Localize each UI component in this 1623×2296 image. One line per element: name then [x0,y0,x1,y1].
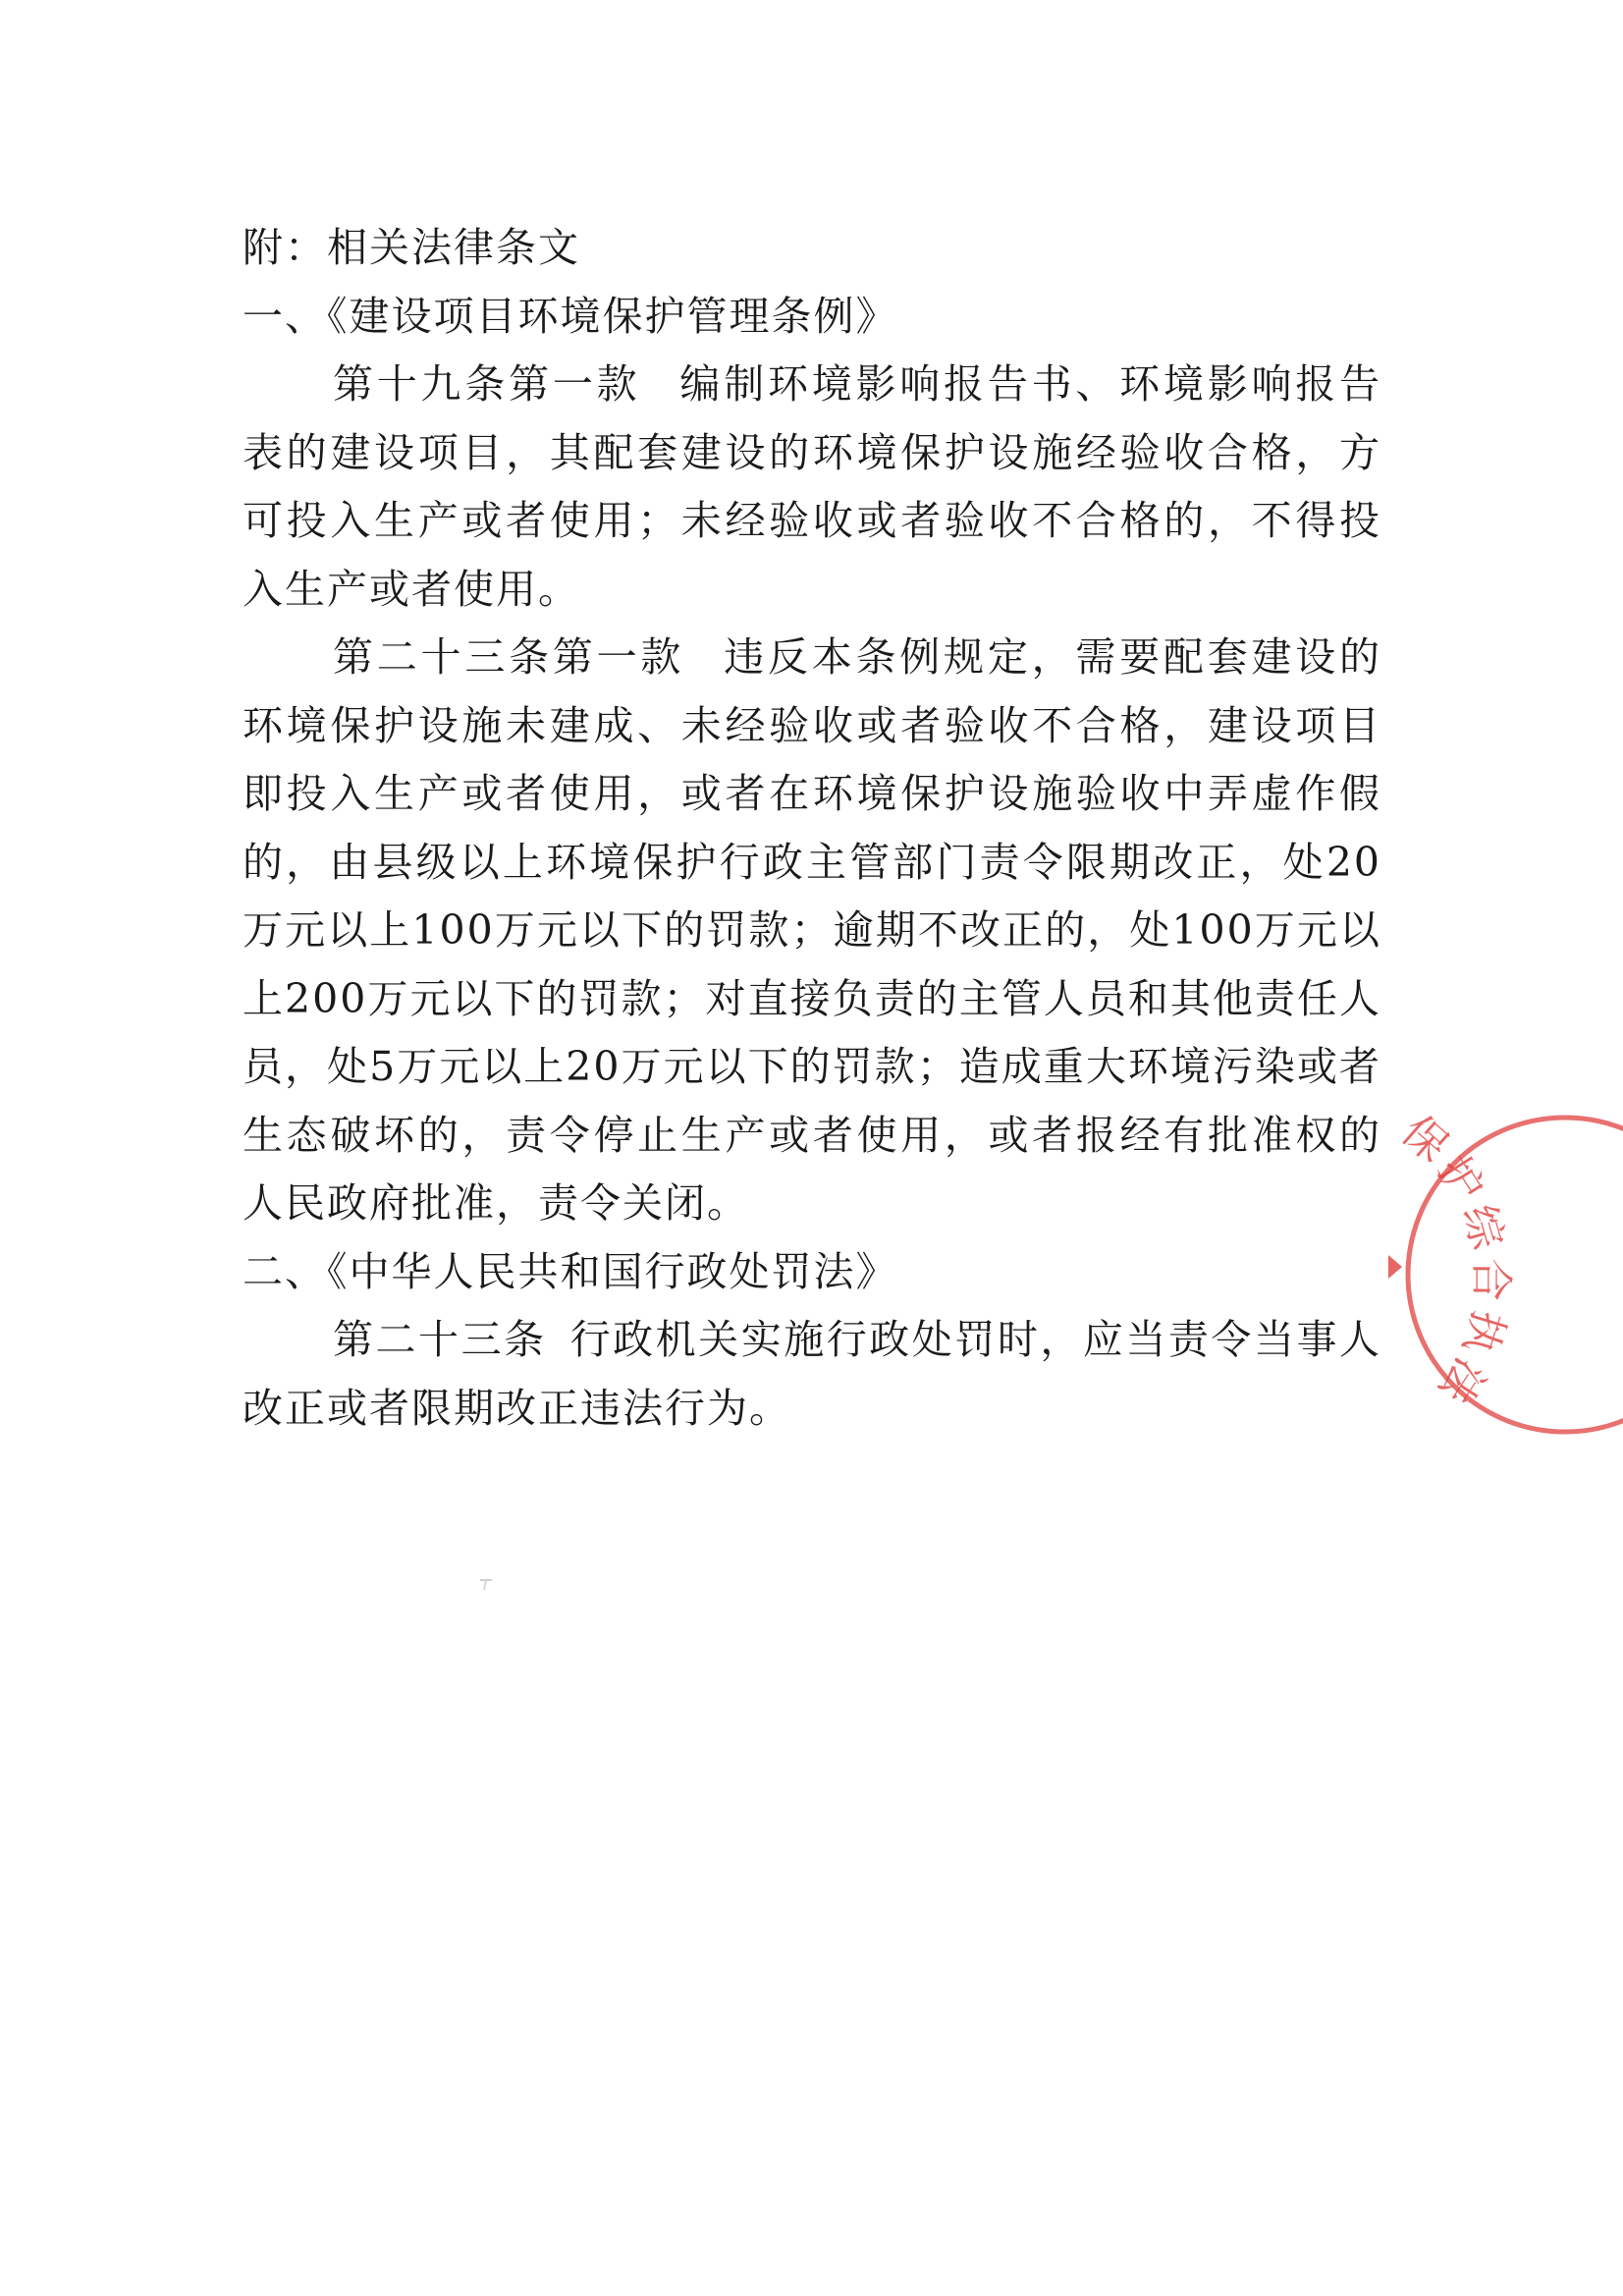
section2-article1 [243,1306,1381,1443]
article-number: 第二十三条第一款 [333,633,685,681]
article-number: 第十九条第一款 [333,360,641,408]
seal-text: 保护综合执法 [1391,1108,1516,1418]
article-text: 违反本条例规定，需要配套建设的环境保护设施未建成、未经验收或者验收不合格，建设项目即投入生产或者使用，或者在环境保护设施验收中弄虚作假的，由县级以上环境保护行政主管部门责令限期改正，处20万元以上100万元以下的罚款；逾期不改正的，处100万元以上200万元以下的罚款；对直接负责的主管人员和其他责任人员，处5万元以上20万元以下的罚款；造成重大环境污染或者生态破坏的，责令停止生产或者使用，或者报经有批准权的人民政府批准，责令关闭。 [243,633,1382,1227]
document-body [243,214,1381,1443]
section1-article1 [243,351,1381,624]
svg-text:保护综合执法 [1392,1108,1516,1417]
scan-speck [476,1574,496,1594]
section1-heading: 一、《建设项目环境保护管理条例》 [243,292,898,340]
section1-article2 [243,624,1381,1238]
section2-heading: 二、《中华人民共和国行政处罚法》 [243,1247,898,1295]
article-number: 第二十三条 [333,1316,547,1363]
article-text: 行政机关实施行政处罚时，应当责令当事人改正或者限期改正违法行为。 [243,1316,1381,1432]
article-text: 编制环境影响报告书、环境影响报告表的建设项目，其配套建设的环境保护设施经验收合格，方可投入生产或者使用；未经验收或者验收不合格的，不得投入生产或者使用。 [243,360,1382,613]
attachment-title: 附：相关法律条文 [243,224,580,271]
